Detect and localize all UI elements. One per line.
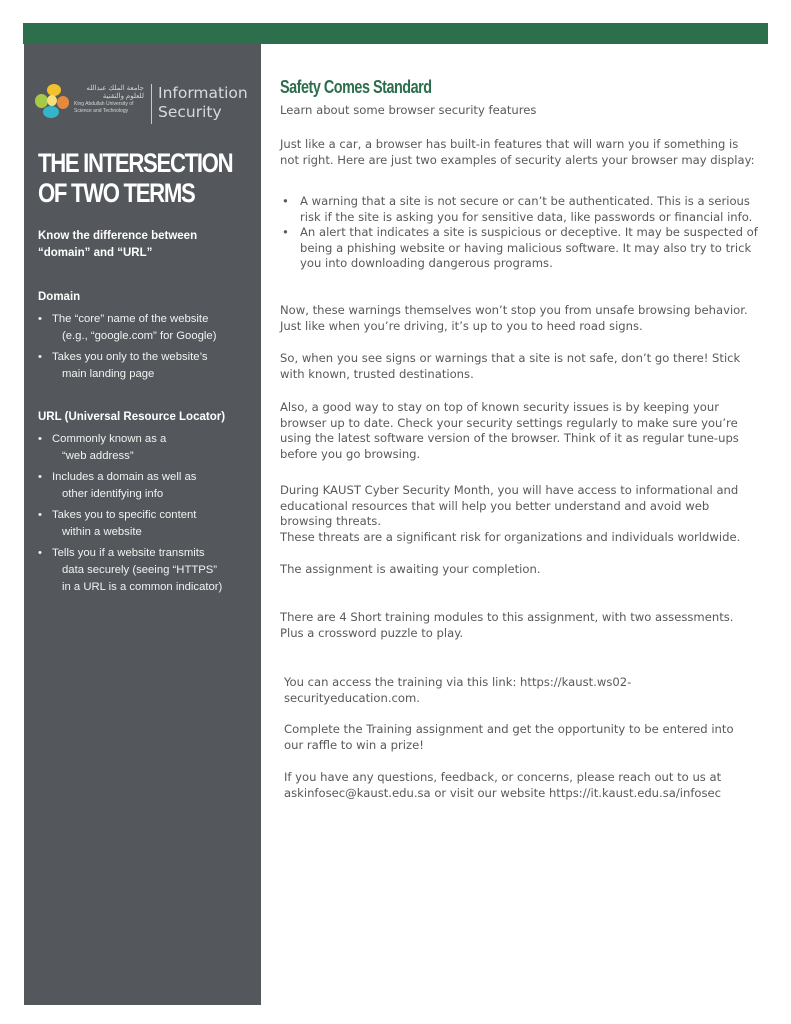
logo-title-line2: Security: [158, 103, 222, 121]
sidebar-panel: [24, 44, 261, 1005]
logo-english-name-line2: Science and Technology: [74, 107, 129, 114]
assignment-paragraph: The assignment is awaiting your completion.: [280, 562, 541, 576]
security-alerts-list: [280, 194, 760, 272]
bullet-icon: •: [38, 547, 42, 559]
url-list-item: • Commonly known as a “web address”: [38, 433, 167, 462]
signs-paragraph: So, when you see signs or warnings that a site is not safe, don’t go there! Stick with known, trusted destinations.: [280, 351, 741, 381]
sidebar-subheading-line2: “domain” and “URL”: [38, 247, 153, 259]
kaust-logo-circles-icon: [35, 84, 71, 124]
logo-arabic-name: جامعة الملك عبدالله للعلوم والتقنية: [86, 85, 144, 100]
contact-paragraph: If you have any questions, feedback, or concerns, please reach out to us at askinfosec@kaust.edu.sa or visit our website https://it.kaust.edu.sa/infosec: [284, 770, 756, 801]
alert-list-item: • An alert that indicates a site is suspicious or deceptive. It may be suspected of being a phishing website or having malicious software. It may also try to trick you into downloading dangerous programs.: [282, 225, 758, 270]
url-list-item: • Tells you if a website transmits data securely (seeing “HTTPS” in a URL is a common indicator): [38, 547, 223, 593]
modules-paragraph: There are 4 Short training modules to this assignment, with two assessments. Plus a crossword puzzle to play.: [280, 610, 734, 640]
intro-paragraph: Just like a car, a browser has built-in features that will warn you if something is not right. Here are just two examples of security alerts your browser may display:: [280, 137, 755, 167]
sidebar-subheading: [38, 228, 253, 262]
kaust-infosec-logo: [35, 82, 250, 126]
domain-list-item: • The “core” name of the website (e.g., “google.com” for Google): [38, 313, 217, 342]
page-title: Safety Comes Standard: [280, 77, 432, 97]
bullet-icon: •: [38, 313, 42, 325]
threats-paragraph: These threats are a significant risk for organizations and individuals worldwide.: [280, 530, 741, 544]
page-subtitle: Learn about some browser security features: [280, 103, 537, 117]
bullet-icon: •: [38, 351, 42, 363]
sidebar-subheading-line1: Know the difference between: [38, 230, 198, 242]
domain-list-item: • Takes you only to the website’s main landing page: [38, 351, 208, 380]
url-list-item: • Takes you to specific content within a website: [38, 509, 197, 538]
access-paragraph: You can access the training via this link: https://kaust.ws02- securityeducation.com.: [284, 675, 756, 706]
logo-english-name-line1: King Abdullah University of: [74, 101, 134, 107]
domain-section-title: Domain: [38, 291, 81, 303]
top-green-bar: [23, 23, 768, 44]
sidebar-heading-line2: OF TWO TERMS: [38, 178, 195, 208]
logo-divider: [151, 84, 152, 124]
bullet-icon: •: [38, 471, 42, 483]
domain-list: [38, 311, 258, 387]
training-link[interactable]: You can access the training via this link: https://kaust.ws02-: [284, 675, 632, 689]
warnings-paragraph: Now, these warnings themselves won’t stop you from unsafe browsing behavior. Just like when you’re driving, it’s up to you to heed road signs.: [280, 303, 748, 333]
sidebar-heading-line1: THE INTERSECTION: [38, 148, 233, 178]
bullet-icon: •: [282, 225, 289, 239]
bullet-icon: •: [38, 509, 42, 521]
update-paragraph: Also, a good way to stay on top of known security issues is by keeping your browser up to date. Check your security settings regularly to make sure you’re using the latest software version of the browser. Think of it as regular tune-ups before you go browsing.: [280, 400, 739, 461]
bullet-icon: •: [282, 194, 289, 208]
sidebar-heading: [38, 148, 233, 208]
logo-title: [158, 84, 248, 122]
url-list: [38, 431, 258, 600]
logo-university-name: [74, 85, 144, 114]
url-section-title: URL (Universal Resource Locator): [38, 411, 226, 423]
bullet-icon: •: [38, 433, 42, 445]
url-list-item: • Includes a domain as well as other identifying info: [38, 471, 197, 500]
contact-links[interactable]: askinfosec@kaust.edu.sa or visit our website https://it.kaust.edu.sa/infosec: [284, 785, 722, 800]
logo-title-line1: Information: [158, 84, 248, 102]
alert-list-item: • A warning that a site is not secure or can’t be authenticated. This is a serious risk if the site is asking you for sensitive data, like passwords or financial info.: [282, 194, 753, 224]
cyber-month-paragraph: During KAUST Cyber Security Month, you will have access to informational and educational resources that will help you better understand and avoid web browsing threats.: [280, 483, 739, 528]
raffle-paragraph: Complete the Training assignment and get the opportunity to be entered into our raffle to win a prize!: [284, 722, 734, 752]
